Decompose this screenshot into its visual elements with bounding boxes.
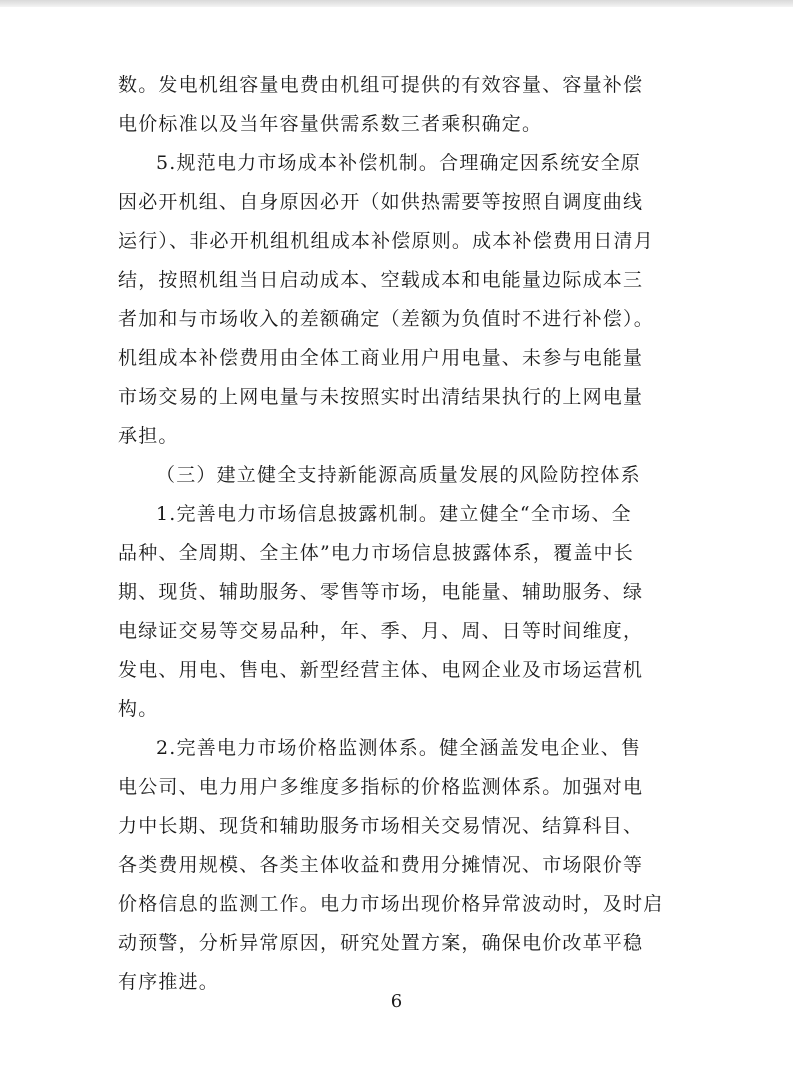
text-line: 电绿证交易等交易品种，年、季、月、周、日等时间维度， bbox=[118, 620, 644, 642]
text-line: （三）建立健全支持新能源高质量发展的风险防控体系 bbox=[156, 464, 641, 486]
document-body bbox=[118, 66, 678, 1002]
text-line: 动预警，分析异常原因，研究处置方案，确保电价改革平稳 bbox=[118, 932, 644, 954]
text-line: 力中长期、现货和辅助服务市场相关交易情况、结算科目、 bbox=[118, 815, 644, 837]
page-number: 6 bbox=[390, 991, 403, 1012]
paragraph-continuation bbox=[118, 66, 678, 144]
text-line: 发电、用电、售电、新型经营主体、电网企业及市场运营机 bbox=[118, 659, 644, 681]
text-line: 机组成本补偿费用由全体工商业用户用电量、未参与电能量 bbox=[118, 347, 644, 369]
text-line: 价格信息的监测工作。电力市场出现价格异常波动时，及时启 bbox=[118, 893, 664, 915]
text-line: 5.规范电力市场成本补偿机制。合理确定因系统安全原 bbox=[156, 152, 642, 174]
paragraph-price-monitoring bbox=[118, 729, 678, 1002]
text-line: 承担。 bbox=[118, 425, 179, 447]
text-line: 者加和与市场收入的差额确定（差额为负值时不进行补偿）。 bbox=[118, 308, 654, 330]
text-line: 1.完善电力市场信息披露机制。建立健全“全市场、全 bbox=[156, 503, 632, 525]
text-line: 数。发电机组容量电费由机组可提供的有效容量、容量补偿 bbox=[118, 74, 644, 96]
text-line: 市场交易的上网电量与未按照实时出清结果执行的上网电量 bbox=[118, 386, 644, 408]
viewer-top-edge bbox=[0, 0, 793, 7]
text-line: 电公司、电力用户多维度多指标的价格监测体系。加强对电 bbox=[118, 776, 644, 798]
text-line: 2.完善电力市场价格监测体系。健全涵盖发电企业、售 bbox=[156, 737, 642, 759]
text-line: 结，按照机组当日启动成本、空载成本和电能量边际成本三 bbox=[118, 269, 644, 291]
section-heading bbox=[118, 456, 678, 495]
text-line: 期、现货、辅助服务、零售等市场，电能量、辅助服务、绿 bbox=[118, 581, 644, 603]
text-line: 品种、全周期、全主体”电力市场信息披露体系，覆盖中长 bbox=[118, 542, 634, 564]
paragraph-info-disclosure bbox=[118, 495, 678, 729]
text-line: 构。 bbox=[118, 698, 159, 720]
text-line: 运行）、非必开机组机组成本补偿原则。成本补偿费用日清月 bbox=[118, 230, 654, 252]
paragraph-cost-compensation bbox=[118, 144, 678, 456]
text-line: 有序推进。 bbox=[118, 971, 220, 993]
text-line: 电价标准以及当年容量供需系数三者乘积确定。 bbox=[118, 113, 543, 135]
text-line: 各类费用规模、各类主体收益和费用分摊情况、市场限价等 bbox=[118, 854, 644, 876]
text-line: 因必开机组、自身原因必开（如供热需要等按照自调度曲线 bbox=[118, 191, 644, 213]
